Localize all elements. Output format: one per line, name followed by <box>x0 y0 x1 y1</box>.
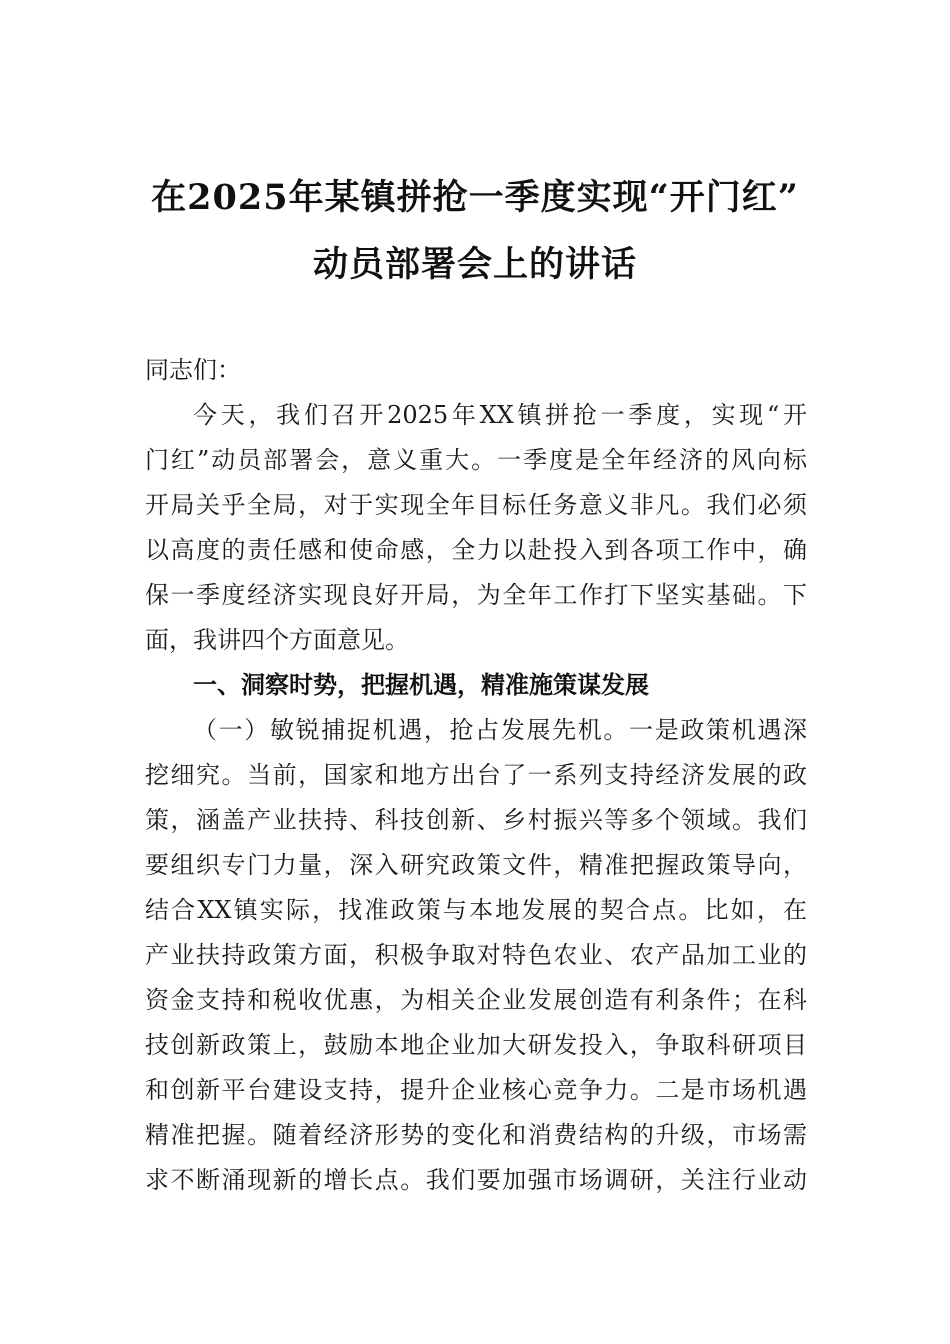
intro-line-2: 门红”动员部署会，意义重大。一季度是全年经济的风向标 <box>145 446 807 474</box>
section-1-line-10: 精准把握。随着经济形势的变化和消费结构的升级，市场需 <box>145 1121 807 1149</box>
section-1-line-1: （一）敏锐捕捉机遇，抢占发展先机。一是政策机遇深 <box>193 716 807 744</box>
section-1-line-4: 要组织专门力量，深入研究政策文件，精准把握政策导向， <box>145 851 807 879</box>
section-1-line-6: 产业扶持政策方面，积极争取对特色农业、农产品加工业的 <box>145 941 807 969</box>
intro-line-1: 今天，我们召开2025年XX镇拼抢一季度，实现“开 <box>193 401 807 429</box>
intro-line-5: 保一季度经济实现良好开局，为全年工作打下坚实基础。下 <box>145 581 807 609</box>
section-1-line-8: 技创新政策上，鼓励本地企业加大研发投入，争取科研项目 <box>145 1031 807 1059</box>
document-title-line-1: 在2025年某镇拼抢一季度实现“开门红” <box>151 177 799 218</box>
section-1-line-5: 结合XX镇实际，找准政策与本地发展的契合点。比如，在 <box>145 896 807 924</box>
section-1-line-7: 资金支持和税收优惠，为相关企业发展创造有利条件；在科 <box>145 986 807 1014</box>
salutation: 同志们： <box>145 356 241 384</box>
intro-line-6: 面，我讲四个方面意见。 <box>145 626 409 654</box>
section-1-line-9: 和创新平台建设支持，提升企业核心竞争力。二是市场机遇 <box>145 1076 807 1104</box>
intro-line-4: 以高度的责任感和使命感，全力以赴投入到各项工作中，确 <box>145 536 807 564</box>
section-1-line-3: 策，涵盖产业扶持、科技创新、乡村振兴等多个领域。我们 <box>145 806 807 834</box>
intro-line-3: 开局关乎全局，对于实现全年目标任务意义非凡。我们必须 <box>145 491 807 519</box>
document-title-line-2: 动员部署会上的讲话 <box>312 244 637 285</box>
section-1-line-2: 挖细究。当前，国家和地方出台了一系列支持经济发展的政 <box>145 761 807 789</box>
section-1-line-11: 求不断涌现新的增长点。我们要加强市场调研，关注行业动 <box>145 1166 807 1194</box>
section-1-heading: 一、洞察时势，把握机遇，精准施策谋发展 <box>193 671 649 699</box>
